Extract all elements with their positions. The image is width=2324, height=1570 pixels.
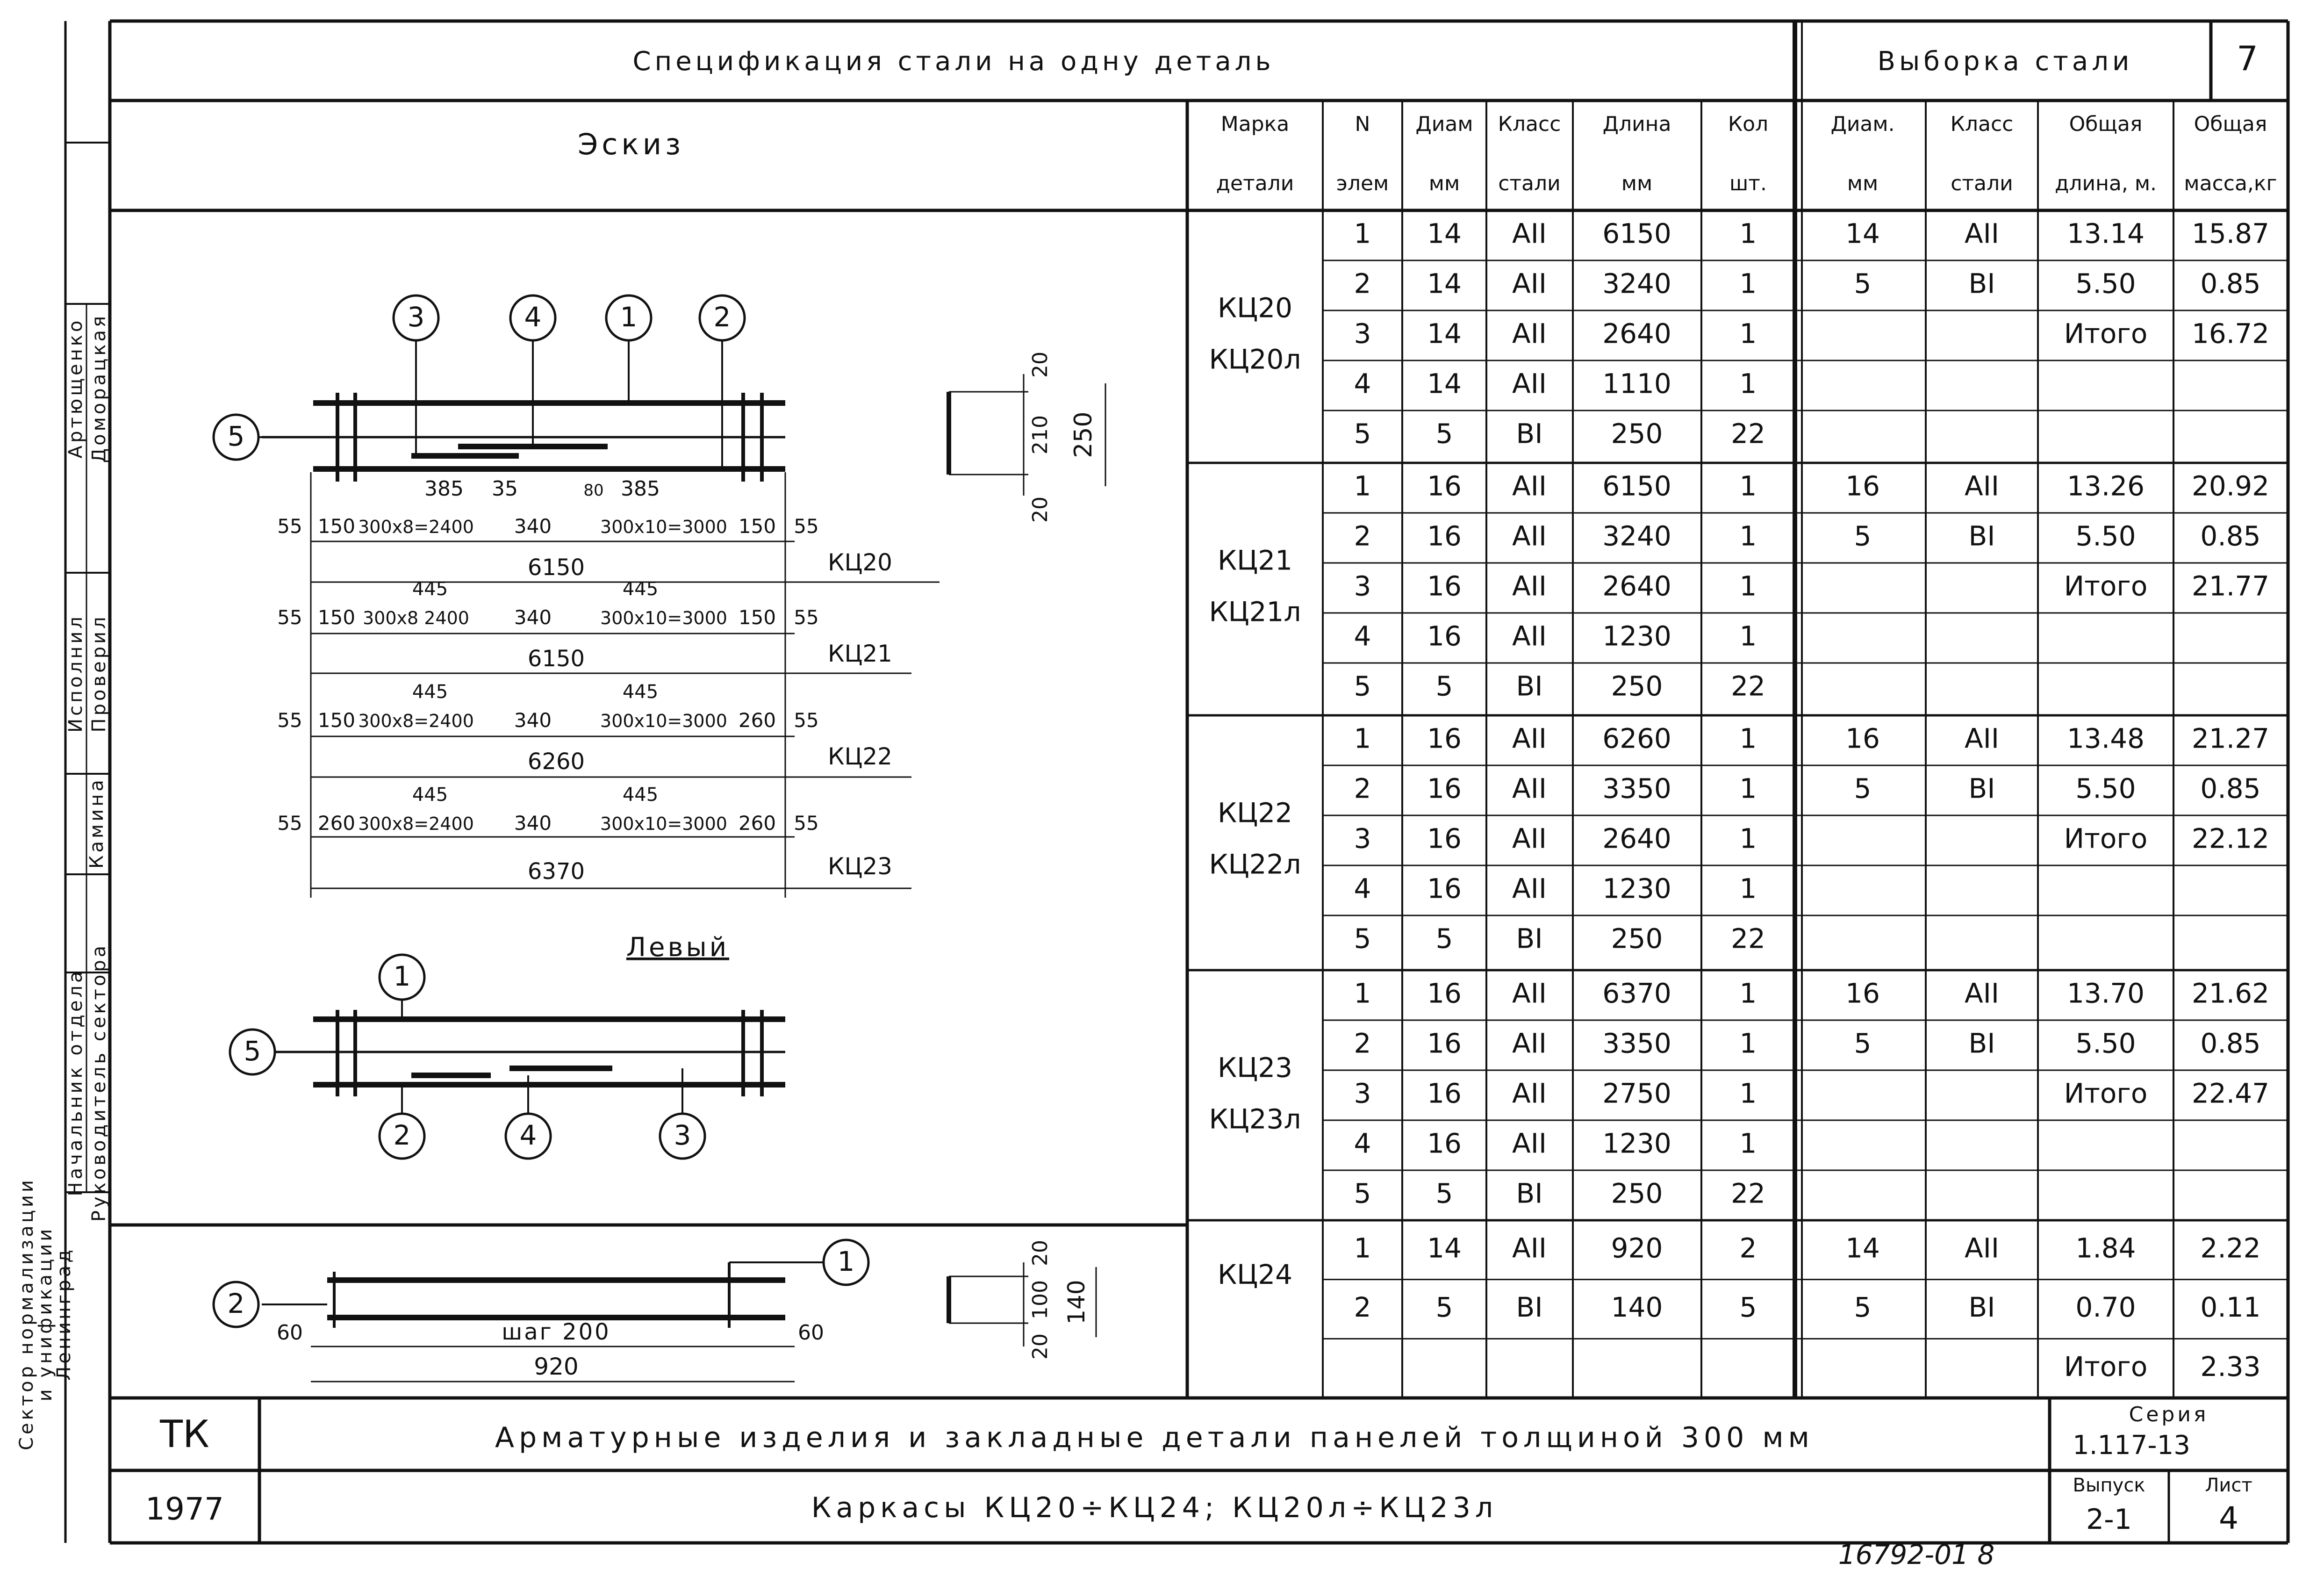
sample-g3-r0-c0: 16	[1845, 977, 1880, 1009]
dim-part: 340	[514, 812, 552, 835]
cell-g2-r0-c3: 6260	[1602, 722, 1671, 755]
col-header-mark: Марка	[1220, 112, 1290, 136]
cell-g3-r3-c3: 1230	[1602, 1127, 1671, 1159]
cell-g1-r0-c0: 1	[1354, 470, 1371, 502]
section-dim-210: 210	[1028, 415, 1052, 454]
cell-g4-r0-c3: 920	[1611, 1232, 1663, 1264]
cell-g3-r2-c0: 3	[1354, 1077, 1371, 1109]
cell-g2-r2-c2: АII	[1512, 822, 1547, 855]
cell-g1-r2-c4: 1	[1739, 570, 1757, 602]
cell-g4-r1-c3: 140	[1611, 1291, 1663, 1324]
section-dim-20-top: 20	[1028, 352, 1052, 378]
cell-g0-r4-c2: ВI	[1516, 418, 1543, 450]
sample-g3-r1-c0: 5	[1854, 1027, 1872, 1059]
cell-g1-r0-c1: 16	[1427, 470, 1462, 502]
cell-g3-r1-c3: 3350	[1602, 1027, 1671, 1059]
sample-g2-r0-c3: 21.27	[2191, 722, 2270, 755]
col-header-s_class: Класс	[1950, 112, 2014, 136]
row-mark: КЦ22	[828, 743, 892, 770]
series-value: 1.117-13	[2073, 1430, 2190, 1461]
cell-g0-r2-c2: АII	[1512, 317, 1547, 350]
kc24-callout-1: 1	[837, 1246, 855, 1278]
col-header-length-unit: мм	[1621, 172, 1653, 195]
callout-5: 5	[227, 420, 245, 453]
cell-g2-r3-c1: 16	[1427, 872, 1462, 905]
dim-part: 55	[277, 812, 302, 835]
sample-title: Выборка стали	[1877, 46, 2133, 77]
cell-g4-r1-c2: ВI	[1516, 1291, 1543, 1324]
doc-subtitle: Каркасы КЦ20÷КЦ24; КЦ20л÷КЦ23л	[811, 1491, 1498, 1524]
dim-part: 300x8 2400	[363, 608, 469, 628]
cell-g3-r4-c3: 250	[1611, 1177, 1663, 1210]
sample-g3-r1-c1: ВI	[1968, 1027, 1995, 1059]
doc-year: 1977	[145, 1491, 224, 1527]
cell-g2-r1-c0: 2	[1354, 772, 1371, 805]
kc24-dim-60-left: 60	[277, 1321, 303, 1345]
sample-g4-r2-c3: 2.33	[2200, 1350, 2261, 1383]
side-label-9: Ленинград	[53, 1247, 75, 1381]
cell-g2-r1-c1: 16	[1427, 772, 1462, 805]
cell-g2-r3-c4: 1	[1739, 872, 1757, 905]
cell-g1-r4-c3: 250	[1611, 670, 1663, 702]
cell-g2-r4-c4: 22	[1731, 922, 1765, 955]
row-mark: КЦ23	[828, 853, 892, 880]
detail-mark: КЦ23л	[1209, 1103, 1301, 1135]
dim-part: 55	[277, 606, 302, 629]
dim-part: 260	[738, 812, 776, 835]
left-callout-4: 4	[519, 1119, 537, 1152]
cell-g2-r4-c1: 5	[1435, 922, 1453, 955]
sample-g1-r2-c3: 21.77	[2191, 570, 2270, 602]
cell-g2-r4-c2: ВI	[1516, 922, 1543, 955]
issue-value: 2-1	[2086, 1503, 2132, 1536]
cell-g4-r0-c2: АII	[1512, 1232, 1547, 1264]
col-header-n: N	[1355, 112, 1370, 136]
sketch-title: Эскиз	[577, 127, 685, 161]
kc24-dim-total: 920	[534, 1353, 579, 1380]
sample-g0-r0-c1: АII	[1965, 217, 1999, 250]
side-label-2: Начальник отдела	[65, 968, 86, 1196]
doc-title: Арматурные изделия и закладные детали панелей толщиной 300 мм	[495, 1421, 1814, 1454]
sample-g1-r0-c1: АII	[1965, 470, 1999, 502]
side-label-5: Доморацкая	[88, 313, 110, 463]
col-header-s_len-unit: длина, м.	[2054, 172, 2157, 195]
cell-g0-r1-c4: 1	[1739, 267, 1757, 300]
sample-g4-r0-c1: АII	[1965, 1232, 1999, 1264]
callout-2: 2	[713, 301, 731, 333]
callout-1: 1	[620, 301, 638, 333]
left-callout-5: 5	[244, 1035, 261, 1067]
col-header-mark-unit: детали	[1216, 172, 1294, 195]
sample-g3-r1-c2: 5.50	[2075, 1027, 2136, 1059]
cell-g3-r3-c0: 4	[1354, 1127, 1371, 1159]
cell-g0-r3-c1: 14	[1427, 367, 1462, 400]
cell-g3-r3-c4: 1	[1739, 1127, 1757, 1159]
row-mark: КЦ21	[828, 640, 892, 667]
cell-g0-r1-c0: 2	[1354, 267, 1371, 300]
sample-g4-r1-c2: 0.70	[2075, 1291, 2136, 1324]
cell-g2-r2-c3: 2640	[1602, 822, 1671, 855]
cell-g0-r3-c2: АII	[1512, 367, 1547, 400]
cell-g3-r0-c4: 1	[1739, 977, 1757, 1009]
cell-g1-r1-c4: 1	[1739, 520, 1757, 552]
side-label-0: Исполнил	[65, 614, 86, 733]
cell-g2-r3-c3: 1230	[1602, 872, 1671, 905]
cell-g0-r0-c3: 6150	[1602, 217, 1671, 250]
left-callout-3: 3	[674, 1119, 691, 1152]
cell-g1-r1-c0: 2	[1354, 520, 1371, 552]
col-header-length: Длина	[1602, 112, 1671, 136]
detail-mark: КЦ24	[1217, 1259, 1293, 1291]
dim-80: 80	[583, 481, 604, 500]
cell-g1-r0-c4: 1	[1739, 470, 1757, 502]
doc-code: ТК	[160, 1412, 209, 1456]
sample-g0-r0-c0: 14	[1845, 217, 1880, 250]
sample-g0-r1-c1: ВI	[1968, 267, 1995, 300]
cell-g0-r3-c4: 1	[1739, 367, 1757, 400]
left-callout-1: 1	[393, 960, 411, 993]
cell-g1-r0-c2: АII	[1512, 470, 1547, 502]
cell-g2-r1-c3: 3350	[1602, 772, 1671, 805]
cell-g3-r4-c1: 5	[1435, 1177, 1453, 1210]
sample-g1-r0-c2: 13.26	[2066, 470, 2145, 502]
cell-g1-r4-c0: 5	[1354, 670, 1371, 702]
side-label-3: Руководитель сектора	[88, 943, 110, 1222]
dim-inner-445-right: 445	[622, 578, 659, 600]
sample-g1-r1-c3: 0.85	[2200, 520, 2261, 552]
cell-g1-r4-c1: 5	[1435, 670, 1453, 702]
sample-g2-r2-c2: Итого	[2064, 822, 2148, 855]
sample-g3-r2-c2: Итого	[2064, 1077, 2148, 1109]
cell-g3-r4-c4: 22	[1731, 1177, 1765, 1210]
cell-g4-r1-c0: 2	[1354, 1291, 1371, 1324]
sample-g0-r2-c3: 16.72	[2191, 317, 2270, 350]
cell-g1-r3-c4: 1	[1739, 620, 1757, 652]
dim-part: 300x10=3000	[600, 814, 727, 834]
cell-g0-r0-c0: 1	[1354, 217, 1371, 250]
dim-part: 55	[794, 515, 819, 538]
dim-part: 150	[738, 515, 776, 538]
col-header-class-unit: стали	[1498, 172, 1561, 195]
cell-g1-r3-c1: 16	[1427, 620, 1462, 652]
side-label-8: и унификации	[35, 1226, 56, 1402]
spec-title: Спецификация стали на одну деталь	[632, 46, 1275, 77]
side-label-4: Артющенко	[65, 317, 86, 459]
sample-g2-r0-c1: АII	[1965, 722, 1999, 755]
cell-g0-r4-c3: 250	[1611, 418, 1663, 450]
sample-g3-r1-c3: 0.85	[2200, 1027, 2261, 1059]
sample-g0-r1-c2: 5.50	[2075, 267, 2136, 300]
cell-g4-r0-c1: 14	[1427, 1232, 1462, 1264]
sample-g1-r2-c2: Итого	[2064, 570, 2148, 602]
dim-part: 55	[277, 515, 302, 538]
dim-inner-445-right: 445	[622, 784, 659, 806]
cell-g3-r2-c3: 2750	[1602, 1077, 1671, 1109]
cell-g0-r1-c3: 3240	[1602, 267, 1671, 300]
cell-g1-r4-c2: ВI	[1516, 670, 1543, 702]
sample-g0-r0-c2: 13.14	[2066, 217, 2145, 250]
sample-g3-r0-c1: АII	[1965, 977, 1999, 1009]
sheet-label: Лист	[2205, 1475, 2252, 1496]
cell-g3-r4-c0: 5	[1354, 1177, 1371, 1210]
cell-g2-r3-c0: 4	[1354, 872, 1371, 905]
cell-g0-r0-c2: АII	[1512, 217, 1547, 250]
cell-g3-r2-c4: 1	[1739, 1077, 1757, 1109]
cell-g2-r3-c2: АII	[1512, 872, 1547, 905]
cell-g1-r3-c2: АII	[1512, 620, 1547, 652]
cell-g1-r1-c2: АII	[1512, 520, 1547, 552]
dim-part: 300x8=2400	[358, 814, 474, 834]
dim-inner-445-left: 445	[412, 681, 448, 703]
dim-inner-445-left: 445	[412, 578, 448, 600]
sample-g4-r0-c2: 1.84	[2075, 1232, 2136, 1264]
sample-g0-r2-c2: Итого	[2064, 317, 2148, 350]
cell-g3-r0-c0: 1	[1354, 977, 1371, 1009]
detail-mark: КЦ20	[1217, 292, 1293, 324]
cell-g3-r3-c2: АII	[1512, 1127, 1547, 1159]
kc24-dim-step: шаг 200	[502, 1319, 611, 1345]
dim-part: 260	[317, 812, 356, 835]
sample-g0-r0-c3: 15.87	[2191, 217, 2270, 250]
cell-g2-r2-c1: 16	[1427, 822, 1462, 855]
dim-part: 300x10=3000	[600, 608, 727, 628]
sample-g4-r0-c3: 2.22	[2200, 1232, 2261, 1264]
cell-g0-r1-c1: 14	[1427, 267, 1462, 300]
cell-g1-r1-c3: 3240	[1602, 520, 1671, 552]
sample-g0-r1-c3: 0.85	[2200, 267, 2261, 300]
sample-g2-r0-c0: 16	[1845, 722, 1880, 755]
dim-total: 6370	[527, 858, 585, 885]
dim-part: 55	[277, 709, 302, 732]
col-header-s_mass-unit: масса,кг	[2184, 172, 2277, 195]
cell-g2-r0-c1: 16	[1427, 722, 1462, 755]
detail-mark: КЦ21	[1217, 544, 1293, 576]
cell-g2-r4-c3: 250	[1611, 922, 1663, 955]
dim-inner-445-right: 445	[622, 681, 659, 703]
sample-g2-r1-c3: 0.85	[2200, 772, 2261, 805]
detail-mark: КЦ22л	[1209, 848, 1301, 880]
sample-g2-r1-c2: 5.50	[2075, 772, 2136, 805]
cell-g0-r2-c3: 2640	[1602, 317, 1671, 350]
cell-g3-r1-c2: АII	[1512, 1027, 1547, 1059]
sample-g1-r1-c2: 5.50	[2075, 520, 2136, 552]
dim-total: 6150	[527, 646, 585, 672]
cell-g3-r0-c1: 16	[1427, 977, 1462, 1009]
dim-385-left: 385	[424, 477, 464, 501]
dim-part: 300x10=3000	[600, 517, 727, 537]
cell-g1-r1-c1: 16	[1427, 520, 1462, 552]
cell-g4-r0-c0: 1	[1354, 1232, 1371, 1264]
cell-g0-r0-c1: 14	[1427, 217, 1462, 250]
sample-g1-r0-c3: 20.92	[2191, 470, 2270, 502]
cell-g0-r3-c0: 4	[1354, 367, 1371, 400]
cell-g3-r1-c0: 2	[1354, 1027, 1371, 1059]
dim-part: 340	[514, 709, 552, 732]
sheet-value: 4	[2219, 1500, 2238, 1536]
cell-g2-r1-c4: 1	[1739, 772, 1757, 805]
detail-mark: КЦ23	[1217, 1051, 1293, 1084]
cell-g2-r0-c2: АII	[1512, 722, 1547, 755]
cell-g4-r1-c1: 5	[1435, 1291, 1453, 1324]
kc24-dim-60-right: 60	[798, 1321, 824, 1345]
sample-g1-r0-c0: 16	[1845, 470, 1880, 502]
col-header-s_diam: Диам.	[1830, 112, 1895, 136]
cell-g1-r3-c0: 4	[1354, 620, 1371, 652]
dim-35: 35	[492, 477, 518, 501]
sample-g2-r0-c2: 13.48	[2066, 722, 2145, 755]
cell-g2-r4-c0: 5	[1354, 922, 1371, 955]
dim-part: 150	[317, 515, 356, 538]
detail-mark: КЦ21л	[1209, 596, 1301, 628]
cell-g3-r1-c1: 16	[1427, 1027, 1462, 1059]
cell-g1-r2-c0: 3	[1354, 570, 1371, 602]
dim-total: 6260	[527, 749, 585, 775]
kc24-section-20-bottom: 20	[1028, 1333, 1052, 1360]
dim-part: 300x8=2400	[358, 711, 474, 731]
cell-g2-r1-c2: АII	[1512, 772, 1547, 805]
col-header-diam: Диам	[1415, 112, 1473, 136]
cell-g0-r4-c4: 22	[1731, 418, 1765, 450]
side-label-1: Проверил	[88, 614, 110, 733]
cell-g3-r2-c1: 16	[1427, 1077, 1462, 1109]
cell-g0-r2-c1: 14	[1427, 317, 1462, 350]
kc24-callout-2: 2	[227, 1288, 245, 1320]
cell-g0-r4-c0: 5	[1354, 418, 1371, 450]
col-header-s_len: Общая	[2069, 112, 2143, 136]
issue-label: Выпуск	[2073, 1475, 2145, 1496]
cell-g2-r0-c0: 1	[1354, 722, 1371, 755]
sample-g3-r0-c2: 13.70	[2066, 977, 2145, 1009]
dim-part: 150	[317, 606, 356, 629]
cell-g0-r0-c4: 1	[1739, 217, 1757, 250]
dim-part: 260	[738, 709, 776, 732]
cell-g0-r2-c0: 3	[1354, 317, 1371, 350]
col-header-qty-unit: шт.	[1729, 172, 1767, 195]
sample-g2-r1-c1: ВI	[1968, 772, 1995, 805]
cell-g3-r2-c2: АII	[1512, 1077, 1547, 1109]
cell-g1-r2-c3: 2640	[1602, 570, 1671, 602]
dim-part: 150	[738, 606, 776, 629]
dim-part: 55	[794, 812, 819, 835]
left-callout-2: 2	[393, 1119, 411, 1152]
dim-part: 55	[794, 606, 819, 629]
col-header-n-unit: элем	[1336, 172, 1389, 195]
sample-g3-r2-c3: 22.47	[2191, 1077, 2270, 1109]
callout-3: 3	[407, 301, 425, 333]
cell-g1-r3-c3: 1230	[1602, 620, 1671, 652]
cell-g3-r1-c4: 1	[1739, 1027, 1757, 1059]
dim-part: 340	[514, 515, 552, 538]
sample-g1-r1-c0: 5	[1854, 520, 1872, 552]
dim-total: 6150	[527, 555, 585, 581]
side-label-7: Сектор нормализации	[16, 1177, 37, 1450]
cell-g4-r1-c4: 5	[1739, 1291, 1757, 1324]
dim-part: 300x10=3000	[600, 711, 727, 731]
detail-mark: КЦ20л	[1209, 343, 1301, 375]
kc24-section-140: 140	[1063, 1280, 1090, 1325]
sample-g1-r1-c1: ВI	[1968, 520, 1995, 552]
dim-part: 150	[317, 709, 356, 732]
callout-4: 4	[524, 301, 542, 333]
cell-g3-r4-c2: ВI	[1516, 1177, 1543, 1210]
cell-g2-r2-c0: 3	[1354, 822, 1371, 855]
sample-g0-r1-c0: 5	[1854, 267, 1872, 300]
cell-g2-r0-c4: 1	[1739, 722, 1757, 755]
cell-g3-r0-c2: АII	[1512, 977, 1547, 1009]
dim-part: 340	[514, 606, 552, 629]
cell-g1-r4-c4: 22	[1731, 670, 1765, 702]
sample-g4-r1-c3: 0.11	[2200, 1291, 2261, 1324]
col-header-s_class-unit: стали	[1951, 172, 2013, 195]
cell-g0-r1-c2: АII	[1512, 267, 1547, 300]
dim-part: 55	[794, 709, 819, 732]
side-label-6: Камина	[86, 777, 108, 869]
cell-g0-r2-c4: 1	[1739, 317, 1757, 350]
cell-g4-r0-c4: 2	[1739, 1232, 1757, 1264]
sample-g4-r2-c2: Итого	[2064, 1350, 2148, 1383]
cell-g0-r3-c3: 1110	[1602, 367, 1671, 400]
sample-g4-r1-c1: ВI	[1968, 1291, 1995, 1324]
row-mark: КЦ20	[828, 549, 892, 576]
series-label: Серия	[2129, 1403, 2209, 1426]
cell-g0-r4-c1: 5	[1435, 418, 1453, 450]
sample-g4-r1-c0: 5	[1854, 1291, 1872, 1324]
sheet-number: 7	[2237, 39, 2262, 78]
section-dim-250: 250	[1069, 411, 1097, 458]
dim-inner-445-left: 445	[412, 784, 448, 806]
col-header-s_diam-unit: мм	[1847, 172, 1879, 195]
col-header-s_mass: Общая	[2194, 112, 2267, 136]
dim-385-right: 385	[621, 477, 660, 501]
sample-g2-r1-c0: 5	[1854, 772, 1872, 805]
cell-g2-r2-c4: 1	[1739, 822, 1757, 855]
cell-g3-r3-c1: 16	[1427, 1127, 1462, 1159]
col-header-qty: Кол	[1728, 112, 1769, 136]
section-dim-20-bottom: 20	[1028, 497, 1052, 523]
sample-g4-r0-c0: 14	[1845, 1232, 1880, 1264]
kc24-section-20-top: 20	[1028, 1240, 1052, 1266]
left-variant-title: Левый	[626, 932, 730, 963]
dim-part: 300x8=2400	[358, 517, 474, 537]
col-header-diam-unit: мм	[1428, 172, 1460, 195]
inventory-number: 16792-01 8	[1838, 1539, 1995, 1568]
detail-mark: КЦ22	[1217, 797, 1293, 829]
sample-g3-r0-c3: 21.62	[2191, 977, 2270, 1009]
col-header-class: Класс	[1498, 112, 1561, 136]
cell-g1-r2-c1: 16	[1427, 570, 1462, 602]
cell-g1-r0-c3: 6150	[1602, 470, 1671, 502]
cell-g3-r0-c3: 6370	[1602, 977, 1671, 1009]
cell-g1-r2-c2: АII	[1512, 570, 1547, 602]
kc24-section-100: 100	[1028, 1280, 1052, 1319]
sample-g2-r2-c3: 22.12	[2191, 822, 2270, 855]
